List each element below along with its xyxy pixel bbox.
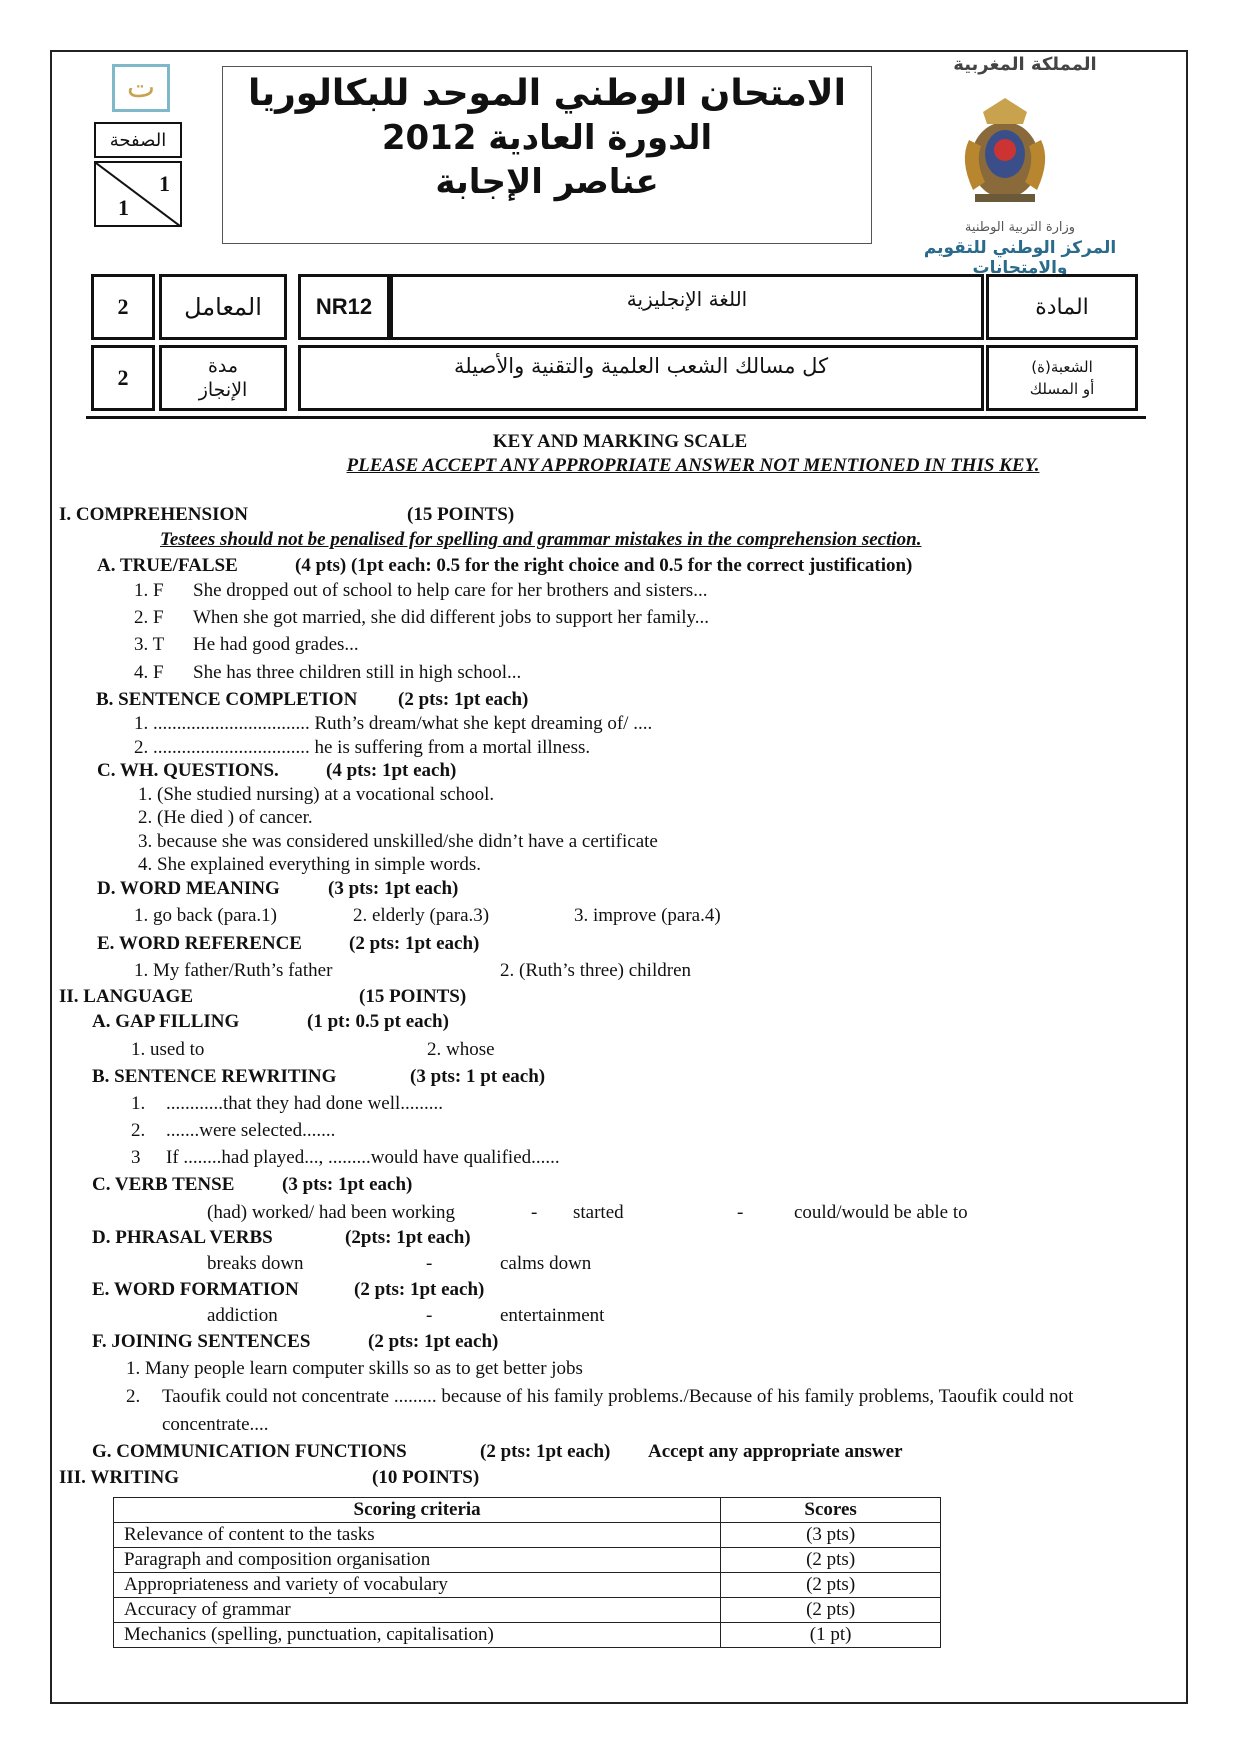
tf-item-text: When she got married, she did different jobs to support her family... bbox=[193, 607, 710, 628]
sr-item-num: 3 bbox=[131, 1147, 141, 1168]
sr-title: B. SENTENCE REWRITING bbox=[92, 1066, 337, 1087]
coat-of-arms-icon bbox=[945, 90, 1065, 210]
stream-label-line1: الشعبة(ة) bbox=[1031, 358, 1093, 376]
comprehension-points: (15 POINTS) bbox=[407, 504, 515, 525]
vt-item: could/would be able to bbox=[794, 1202, 968, 1223]
page-current: 1 bbox=[159, 171, 170, 196]
js-item-text: Taoufik could not concentrate ......... because of his family problems./Because of his family problems, Taoufik could not bbox=[162, 1386, 1074, 1407]
wm-item: 3. improve (para.4) bbox=[574, 905, 721, 926]
wr-item: 1. My father/Ruth’s father bbox=[134, 960, 333, 981]
score-cell: (2 pts) bbox=[721, 1573, 941, 1598]
wf-item: entertainment bbox=[500, 1305, 605, 1326]
header-divider bbox=[86, 416, 1146, 419]
wh-item: 1. (She studied nursing) at a vocational school. bbox=[138, 784, 495, 805]
js-item-num: 2. bbox=[126, 1386, 141, 1407]
exam-title-box bbox=[222, 66, 872, 244]
center-label: المركز الوطني للتقويم والامتحانات bbox=[923, 238, 1117, 278]
tf-item-text: She has three children still in high school... bbox=[193, 662, 522, 683]
duration-label-line2: الإنجاز bbox=[198, 379, 248, 401]
sr-item-text: .......were selected....... bbox=[166, 1120, 336, 1141]
pv-item: breaks down bbox=[207, 1253, 304, 1274]
subject-label: المادة bbox=[986, 274, 1138, 340]
page-label: الصفحة bbox=[94, 122, 182, 158]
scores-header: Scores bbox=[721, 1498, 941, 1523]
pv-separator: - bbox=[426, 1253, 433, 1274]
js-title: F. JOINING SENTENCES bbox=[92, 1331, 311, 1352]
sr-item-text: If ........had played..., .........would have qualified...... bbox=[166, 1147, 560, 1168]
wh-item: 4. She explained everything in simple words. bbox=[138, 854, 481, 875]
sr-item-num: 2. bbox=[131, 1120, 146, 1141]
exam-title: الامتحان الوطني الموحد للبكالوريا bbox=[248, 73, 846, 114]
cf-note: Accept any appropriate answer bbox=[648, 1441, 903, 1462]
vt-separator: - bbox=[531, 1202, 538, 1223]
cf-title: G. COMMUNICATION FUNCTIONS bbox=[92, 1441, 407, 1462]
writing-title: III. WRITING bbox=[59, 1467, 180, 1488]
wf-points: (2 pts: 1pt each) bbox=[354, 1279, 485, 1300]
stream-label-line2: أو المسلك bbox=[1029, 380, 1095, 398]
sr-item-text: ............that they had done well......... bbox=[166, 1093, 444, 1114]
vt-points: (3 pts: 1pt each) bbox=[282, 1174, 413, 1195]
js-points: (2 pts: 1pt each) bbox=[368, 1331, 499, 1352]
language-title: II. LANGUAGE bbox=[59, 986, 194, 1007]
wm-item: 1. go back (para.1) bbox=[134, 905, 277, 926]
criteria-cell: Relevance of content to the tasks bbox=[114, 1523, 721, 1548]
wm-item: 2. elderly (para.3) bbox=[353, 905, 490, 926]
subject-name: اللغة الإنجليزية bbox=[390, 274, 984, 340]
criteria-cell: Accuracy of grammar bbox=[114, 1598, 721, 1623]
js-item: 1. Many people learn computer skills so as to get better jobs bbox=[126, 1358, 583, 1379]
comprehension-note: Testees should not be penalised for spelling and grammar mistakes in the comprehension section. bbox=[160, 529, 922, 550]
wm-title: D. WORD MEANING bbox=[97, 878, 280, 899]
vt-item: (had) worked/ had been working bbox=[207, 1202, 455, 1223]
criteria-cell: Appropriateness and variety of vocabulary bbox=[114, 1573, 721, 1598]
score-cell: (2 pts) bbox=[721, 1598, 941, 1623]
score-cell: (1 pt) bbox=[721, 1623, 941, 1648]
wh-title: C. WH. QUESTIONS. bbox=[97, 760, 279, 781]
criteria-cell: Mechanics (spelling, punctuation, capitalisation) bbox=[114, 1623, 721, 1648]
wh-points: (4 pts: 1pt each) bbox=[326, 760, 457, 781]
table-row bbox=[114, 1523, 941, 1548]
exam-code: NR12 bbox=[298, 274, 390, 340]
duration-label bbox=[159, 345, 287, 411]
wf-title: E. WORD FORMATION bbox=[92, 1279, 299, 1300]
gf-points: (1 pt: 0.5 pt each) bbox=[307, 1011, 449, 1032]
wm-points: (3 pts: 1pt each) bbox=[328, 878, 459, 899]
coefficient-value: 2 bbox=[91, 274, 155, 340]
tf-item-num: 1. F bbox=[134, 580, 164, 601]
js-item-cont: concentrate.... bbox=[162, 1414, 269, 1435]
tf-item-num: 2. F bbox=[134, 607, 164, 628]
pv-item: calms down bbox=[500, 1253, 592, 1274]
pv-title: D. PHRASAL VERBS bbox=[92, 1227, 273, 1248]
coefficient-label: المعامل bbox=[159, 274, 287, 340]
wr-title: E. WORD REFERENCE bbox=[97, 933, 302, 954]
sc-item: 1. ................................. Ruth’s dream/what she kept dreaming of/ .... bbox=[134, 713, 653, 734]
wf-item: addiction bbox=[207, 1305, 278, 1326]
stream-name: كل مسالك الشعب العلمية والتقنية والأصيلة bbox=[298, 345, 984, 411]
score-cell: (3 pts) bbox=[721, 1523, 941, 1548]
sc-title: B. SENTENCE COMPLETION bbox=[96, 689, 358, 710]
key-note: PLEASE ACCEPT ANY APPROPRIATE ANSWER NOT MENTIONED IN THIS KEY. bbox=[346, 455, 1040, 476]
ministry-label: وزارة التربية الوطنية bbox=[964, 220, 1076, 235]
language-points: (15 POINTS) bbox=[359, 986, 467, 1007]
table-row bbox=[114, 1598, 941, 1623]
wr-item: 2. (Ruth’s three) children bbox=[500, 960, 692, 981]
criteria-header: Scoring criteria bbox=[114, 1498, 721, 1523]
gf-title: A. GAP FILLING bbox=[92, 1011, 240, 1032]
comprehension-title: I. COMPREHENSION bbox=[59, 504, 248, 525]
tf-item-num: 4. F bbox=[134, 662, 164, 683]
tf-item-text: She dropped out of school to help care for her brothers and sisters... bbox=[193, 580, 708, 601]
sc-item: 2. ................................. he is suffering from a mortal illness. bbox=[134, 737, 591, 758]
vt-separator: - bbox=[737, 1202, 744, 1223]
duration-label-line1: مدة bbox=[207, 355, 239, 377]
key-heading: KEY AND MARKING SCALE bbox=[492, 431, 748, 452]
page-number-box bbox=[94, 161, 182, 227]
gf-item: 2. whose bbox=[427, 1039, 495, 1060]
tf-points: (4 pts) (1pt each: 0.5 for the right choice and 0.5 for the correct justification) bbox=[295, 555, 913, 576]
wh-item: 3. because she was considered unskilled/she didn’t have a certificate bbox=[138, 831, 658, 852]
criteria-cell: Paragraph and composition organisation bbox=[114, 1548, 721, 1573]
table-row bbox=[114, 1548, 941, 1573]
sc-points: (2 pts: 1pt each) bbox=[398, 689, 529, 710]
exam-session: الدورة العادية 2012 bbox=[381, 118, 713, 158]
exam-subtitle: عناصر الإجابة bbox=[435, 162, 659, 202]
wf-separator: - bbox=[426, 1305, 433, 1326]
duration-value: 2 bbox=[91, 345, 155, 411]
vt-item: started bbox=[573, 1202, 624, 1223]
cf-points: (2 pts: 1pt each) bbox=[480, 1441, 611, 1462]
tf-title: A. TRUE/FALSE bbox=[97, 555, 238, 576]
tf-item-text: He had good grades... bbox=[193, 634, 359, 655]
vt-title: C. VERB TENSE bbox=[92, 1174, 235, 1195]
writing-points: (10 POINTS) bbox=[372, 1467, 480, 1488]
gf-item: 1. used to bbox=[131, 1039, 205, 1060]
stream-label bbox=[986, 345, 1138, 411]
exam-logo-icon: ت bbox=[112, 64, 170, 112]
pv-points: (2pts: 1pt each) bbox=[345, 1227, 471, 1248]
table-row bbox=[114, 1573, 941, 1598]
kingdom-label: المملكة المغربية bbox=[953, 54, 1097, 75]
wr-points: (2 pts: 1pt each) bbox=[349, 933, 480, 954]
sr-item-num: 1. bbox=[131, 1093, 146, 1114]
tf-item-num: 3. T bbox=[134, 634, 165, 655]
table-row bbox=[114, 1623, 941, 1648]
table-header-row bbox=[114, 1498, 941, 1523]
score-cell: (2 pts) bbox=[721, 1548, 941, 1573]
scoring-table bbox=[113, 1497, 941, 1648]
sr-points: (3 pts: 1 pt each) bbox=[410, 1066, 546, 1087]
wh-item: 2. (He died ) of cancer. bbox=[138, 807, 313, 828]
page-total: 1 bbox=[118, 195, 129, 220]
